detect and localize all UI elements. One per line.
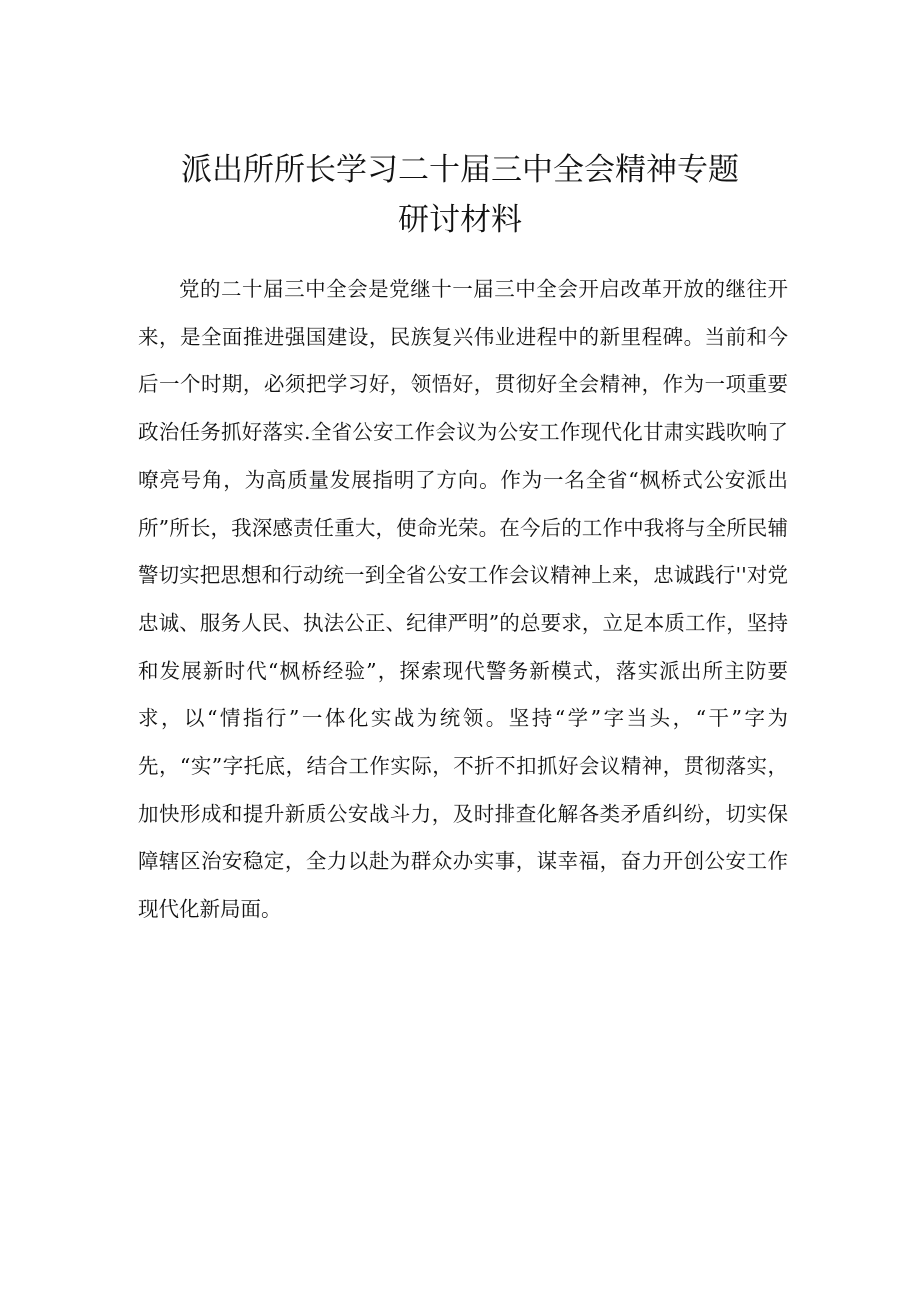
- document-title: [0, 145, 920, 245]
- document-title-line-2: 研讨材料: [398, 202, 522, 238]
- body-paragraph: 党的二十届三中全会是党继十一届三中全会开启改革开放的继往开来，是全面推进强国建设，民族复兴伟业进程中的新里程碑。当前和今后一个时期，必须把学习好，领悟好，贯彻好全会精神，作为一项重要政治任务抓好落实.全省公安工作会议为公安工作现代化甘肃实践吹响了嘹亮号角，为高质量发展指明了方向。作为一名全省“枫桥式公安派出所”所长，我深感责任重大，使命光荣。在今后的工作中我将与全所民辅警切实把思想和行动统一到全省公安工作会议精神上来，忠诚践行''对党忠诚、服务人民、执法公正、纪律严明”的总要求，立足本质工作，坚持和发展新时代“枫桥经验”，探索现代警务新模式，落实派出所主防要求，以“情指行”一体化实战为统领。坚持“学”字当头，“干”字为先，“实”字托底，结合工作实际，不折不扣抓好会议精神，贯彻落实，加快形成和提升新质公安战斗力，及时排查化解各类矛盾纠纷，切实保障辖区治安稳定，全力以赴为群众办实事，谋幸福，奋力开创公安工作现代化新局面。: [138, 277, 788, 922]
- document-title-line-1: 派出所所长学习二十届三中全会精神专题: [181, 152, 739, 188]
